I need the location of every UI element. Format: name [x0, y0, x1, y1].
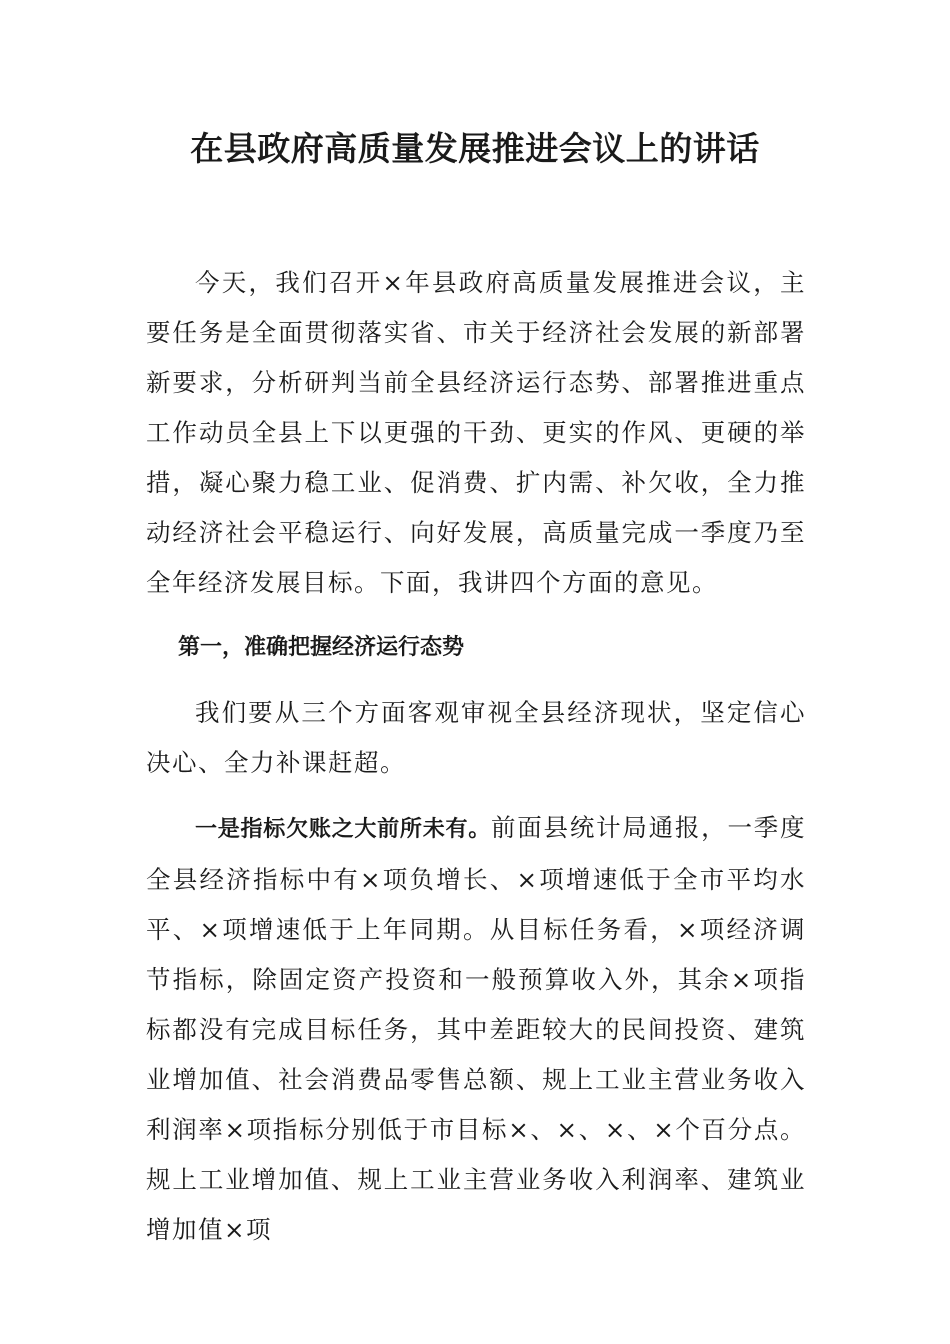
point-lead: 一是指标欠账之大前所未有。	[195, 817, 492, 842]
section-heading: 第一，准确把握经济运行态势	[178, 635, 465, 660]
point-text: 前面县统计局通报，一季度全县经济指标中有×项负增长、×项增速低于全市平均水平、×项增速低于上年同期。从目标任务看，×项经济调节指标，除固定资产投资和一般预算收入外，其余×项指标都没有完成目标任务，其中差距较大的民间投资、建筑业增加值、社会消费品零售总额、规上工业主营业务收入利润率×项指标分别低于市目标×、×、×、×个百分点。规上工业增加值、规上工业主营业务收入利润率、建筑业增加值×项	[146, 813, 806, 1244]
point-paragraph	[146, 803, 806, 1255]
document-title: 在县政府高质量发展推进会议上的讲话	[190, 129, 760, 168]
opening-paragraph: 今天，我们召开×年县政府高质量发展推进会议，主要任务是全面贯彻落实省、市关于经济社会发展的新部署新要求，分析研判当前全县经济运行态势、部署推进重点工作动员全县上下以更强的干劲、更实的作风、更硬的举措，凝心聚力稳工业、促消费、扩内需、补欠收，全力推动经济社会平稳运行、向好发展，高质量完成一季度乃至全年经济发展目标。下面，我讲四个方面的意见。	[146, 268, 806, 597]
section-intro-paragraph: 我们要从三个方面客观审视全县经济现状，坚定信心决心、全力补课赶超。	[146, 698, 806, 777]
document-body	[146, 258, 806, 1255]
